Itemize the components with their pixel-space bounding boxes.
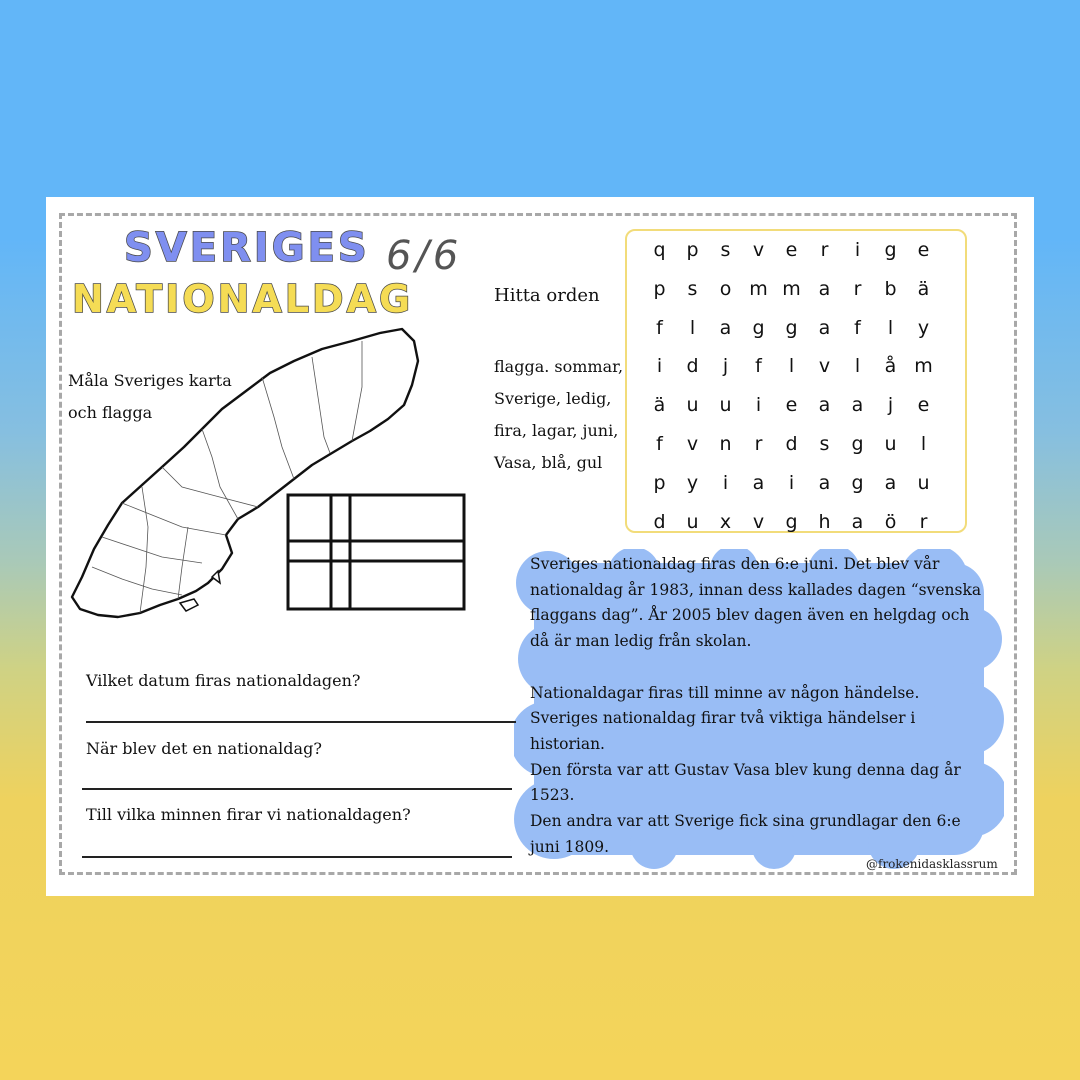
grid-letter[interactable]: d [686, 355, 699, 378]
grid-letter[interactable]: m [749, 277, 768, 300]
grid-letter[interactable]: v [686, 432, 699, 455]
grid-letter[interactable]: x [719, 510, 732, 533]
info-line [530, 655, 1000, 681]
grid-letter[interactable]: a [818, 277, 831, 300]
question-2: När blev det en nationaldag? [86, 739, 322, 758]
word-list-line: Vasa, blå, gul [494, 453, 603, 472]
answer-line-2[interactable] [82, 788, 512, 790]
grid-letter[interactable]: i [854, 239, 861, 261]
handwritten-date: 6/6 [386, 233, 463, 279]
grid-letter[interactable]: p [686, 239, 699, 261]
answer-line-3[interactable] [82, 856, 512, 858]
grid-letter[interactable]: u [686, 394, 699, 417]
grid-letter[interactable]: u [686, 510, 699, 533]
question-3: Till vilka minnen firar vi nationaldagen? [86, 805, 411, 824]
info-line: Den första var att Gustav Vasa blev kung denna dag år [530, 760, 961, 779]
title-line1: SVERIGES [124, 225, 370, 271]
grid-letter[interactable]: g [851, 471, 864, 494]
grid-letter[interactable]: a [851, 394, 864, 417]
grid-letter[interactable]: å [884, 355, 897, 378]
grid-letter[interactable]: ä [653, 394, 666, 417]
grid-letter[interactable]: u [917, 471, 930, 494]
grid-letter[interactable]: i [755, 394, 762, 417]
word-list-line: fira, lagar, juni, [494, 421, 619, 440]
grid-letter[interactable]: g [785, 316, 798, 339]
title-line2: NATIONALDAG [72, 277, 414, 321]
grid-letter[interactable]: j [887, 394, 894, 417]
info-line: Sveriges nationaldag firar två viktiga händelser i [530, 709, 916, 728]
grid-letter[interactable]: l [788, 355, 795, 378]
grid-letter[interactable]: j [722, 355, 729, 378]
word-search-grid-box [625, 229, 967, 533]
word-search-grid [643, 231, 940, 541]
word-list-line: flagga. sommar, [494, 357, 624, 376]
map-instruction-line2: och flagga [68, 403, 153, 422]
info-line: nationaldag år 1983, innan dess kallades dagen “svenska [530, 580, 982, 599]
grid-letter[interactable]: l [920, 432, 927, 455]
grid-letter[interactable]: i [788, 471, 795, 494]
grid-letter[interactable]: d [653, 510, 666, 533]
grid-letter[interactable]: a [884, 471, 897, 494]
grid-letter[interactable]: s [819, 432, 830, 455]
grid-letter[interactable]: f [656, 432, 663, 455]
grid-letter[interactable]: g [752, 316, 765, 339]
grid-letter[interactable]: y [686, 471, 699, 494]
grid-letter[interactable]: r [820, 239, 829, 261]
grid-letter[interactable]: e [785, 394, 798, 417]
grid-letter[interactable]: f [854, 316, 861, 339]
info-text [530, 552, 1000, 860]
info-line: juni 1809. [530, 837, 610, 856]
grid-letter[interactable]: g [884, 239, 897, 261]
grid-letter[interactable]: l [689, 316, 696, 339]
question-1: Vilket datum firas nationaldagen? [86, 671, 361, 690]
credit-handle: @frokenidasklassrum [866, 857, 998, 871]
grid-letter[interactable]: l [887, 316, 894, 339]
grid-letter[interactable]: v [818, 355, 831, 378]
grid-letter[interactable]: n [719, 432, 732, 455]
info-line: Nationaldagar firas till minne av någon händelse. [530, 683, 920, 702]
grid-letter[interactable]: m [782, 277, 801, 300]
grid-letter[interactable]: i [656, 355, 663, 378]
grid-letter[interactable]: p [653, 277, 666, 300]
grid-letter[interactable]: a [752, 471, 765, 494]
grid-letter[interactable]: h [818, 510, 831, 533]
grid-letter[interactable]: f [755, 355, 762, 378]
grid-letter[interactable]: m [914, 355, 933, 378]
grid-letter[interactable]: v [752, 510, 765, 533]
word-list [494, 351, 634, 479]
grid-letter[interactable]: o [719, 277, 732, 300]
info-line: Sveriges nationaldag firas den 6:e juni. Det blev vår [530, 555, 940, 573]
answer-line-1[interactable] [86, 721, 516, 723]
grid-letter[interactable]: p [653, 471, 666, 494]
grid-letter[interactable]: i [722, 471, 729, 494]
grid-letter[interactable]: q [653, 239, 666, 261]
grid-letter[interactable]: y [917, 316, 930, 339]
grid-letter[interactable]: ö [884, 510, 897, 533]
flag-outline [286, 493, 468, 613]
grid-letter[interactable]: ä [917, 277, 930, 300]
grid-letter[interactable]: s [687, 277, 698, 300]
grid-letter[interactable]: r [853, 277, 862, 300]
info-line: historian. [530, 734, 605, 753]
word-list-line: Sverige, ledig, [494, 389, 612, 408]
grid-letter[interactable]: g [785, 510, 798, 533]
grid-letter[interactable]: u [719, 394, 732, 417]
grid-letter[interactable]: g [851, 432, 864, 455]
grid-letter[interactable]: v [752, 239, 765, 261]
info-line: flaggans dag”. År 2005 blev dagen även en helgdag och [530, 606, 970, 625]
grid-letter[interactable]: r [919, 510, 928, 533]
grid-letter[interactable]: a [818, 394, 831, 417]
grid-letter[interactable]: e [785, 239, 798, 261]
grid-letter[interactable]: b [884, 277, 897, 300]
info-line: 1523. [530, 786, 575, 805]
grid-letter[interactable]: r [754, 432, 763, 455]
grid-letter[interactable]: s [720, 239, 731, 261]
info-line: Den andra var att Sverige fick sina grundlagar den 6:e [530, 812, 961, 831]
grid-letter[interactable]: a [818, 316, 831, 339]
grid-letter[interactable]: f [656, 316, 663, 339]
grid-letter[interactable]: a [851, 510, 864, 533]
grid-letter[interactable]: e [917, 239, 930, 261]
word-search-heading: Hitta orden [494, 285, 600, 306]
info-line: då är man ledig från skolan. [530, 632, 752, 651]
grid-letter[interactable]: a [818, 471, 831, 494]
grid-letter[interactable]: e [917, 394, 930, 417]
grid-letter[interactable]: l [854, 355, 861, 378]
grid-letter[interactable]: a [719, 316, 732, 339]
map-instruction-line1: Måla Sveriges karta [68, 371, 232, 390]
worksheet [46, 197, 1034, 896]
grid-letter[interactable]: d [785, 432, 798, 455]
grid-letter[interactable]: u [884, 432, 897, 455]
